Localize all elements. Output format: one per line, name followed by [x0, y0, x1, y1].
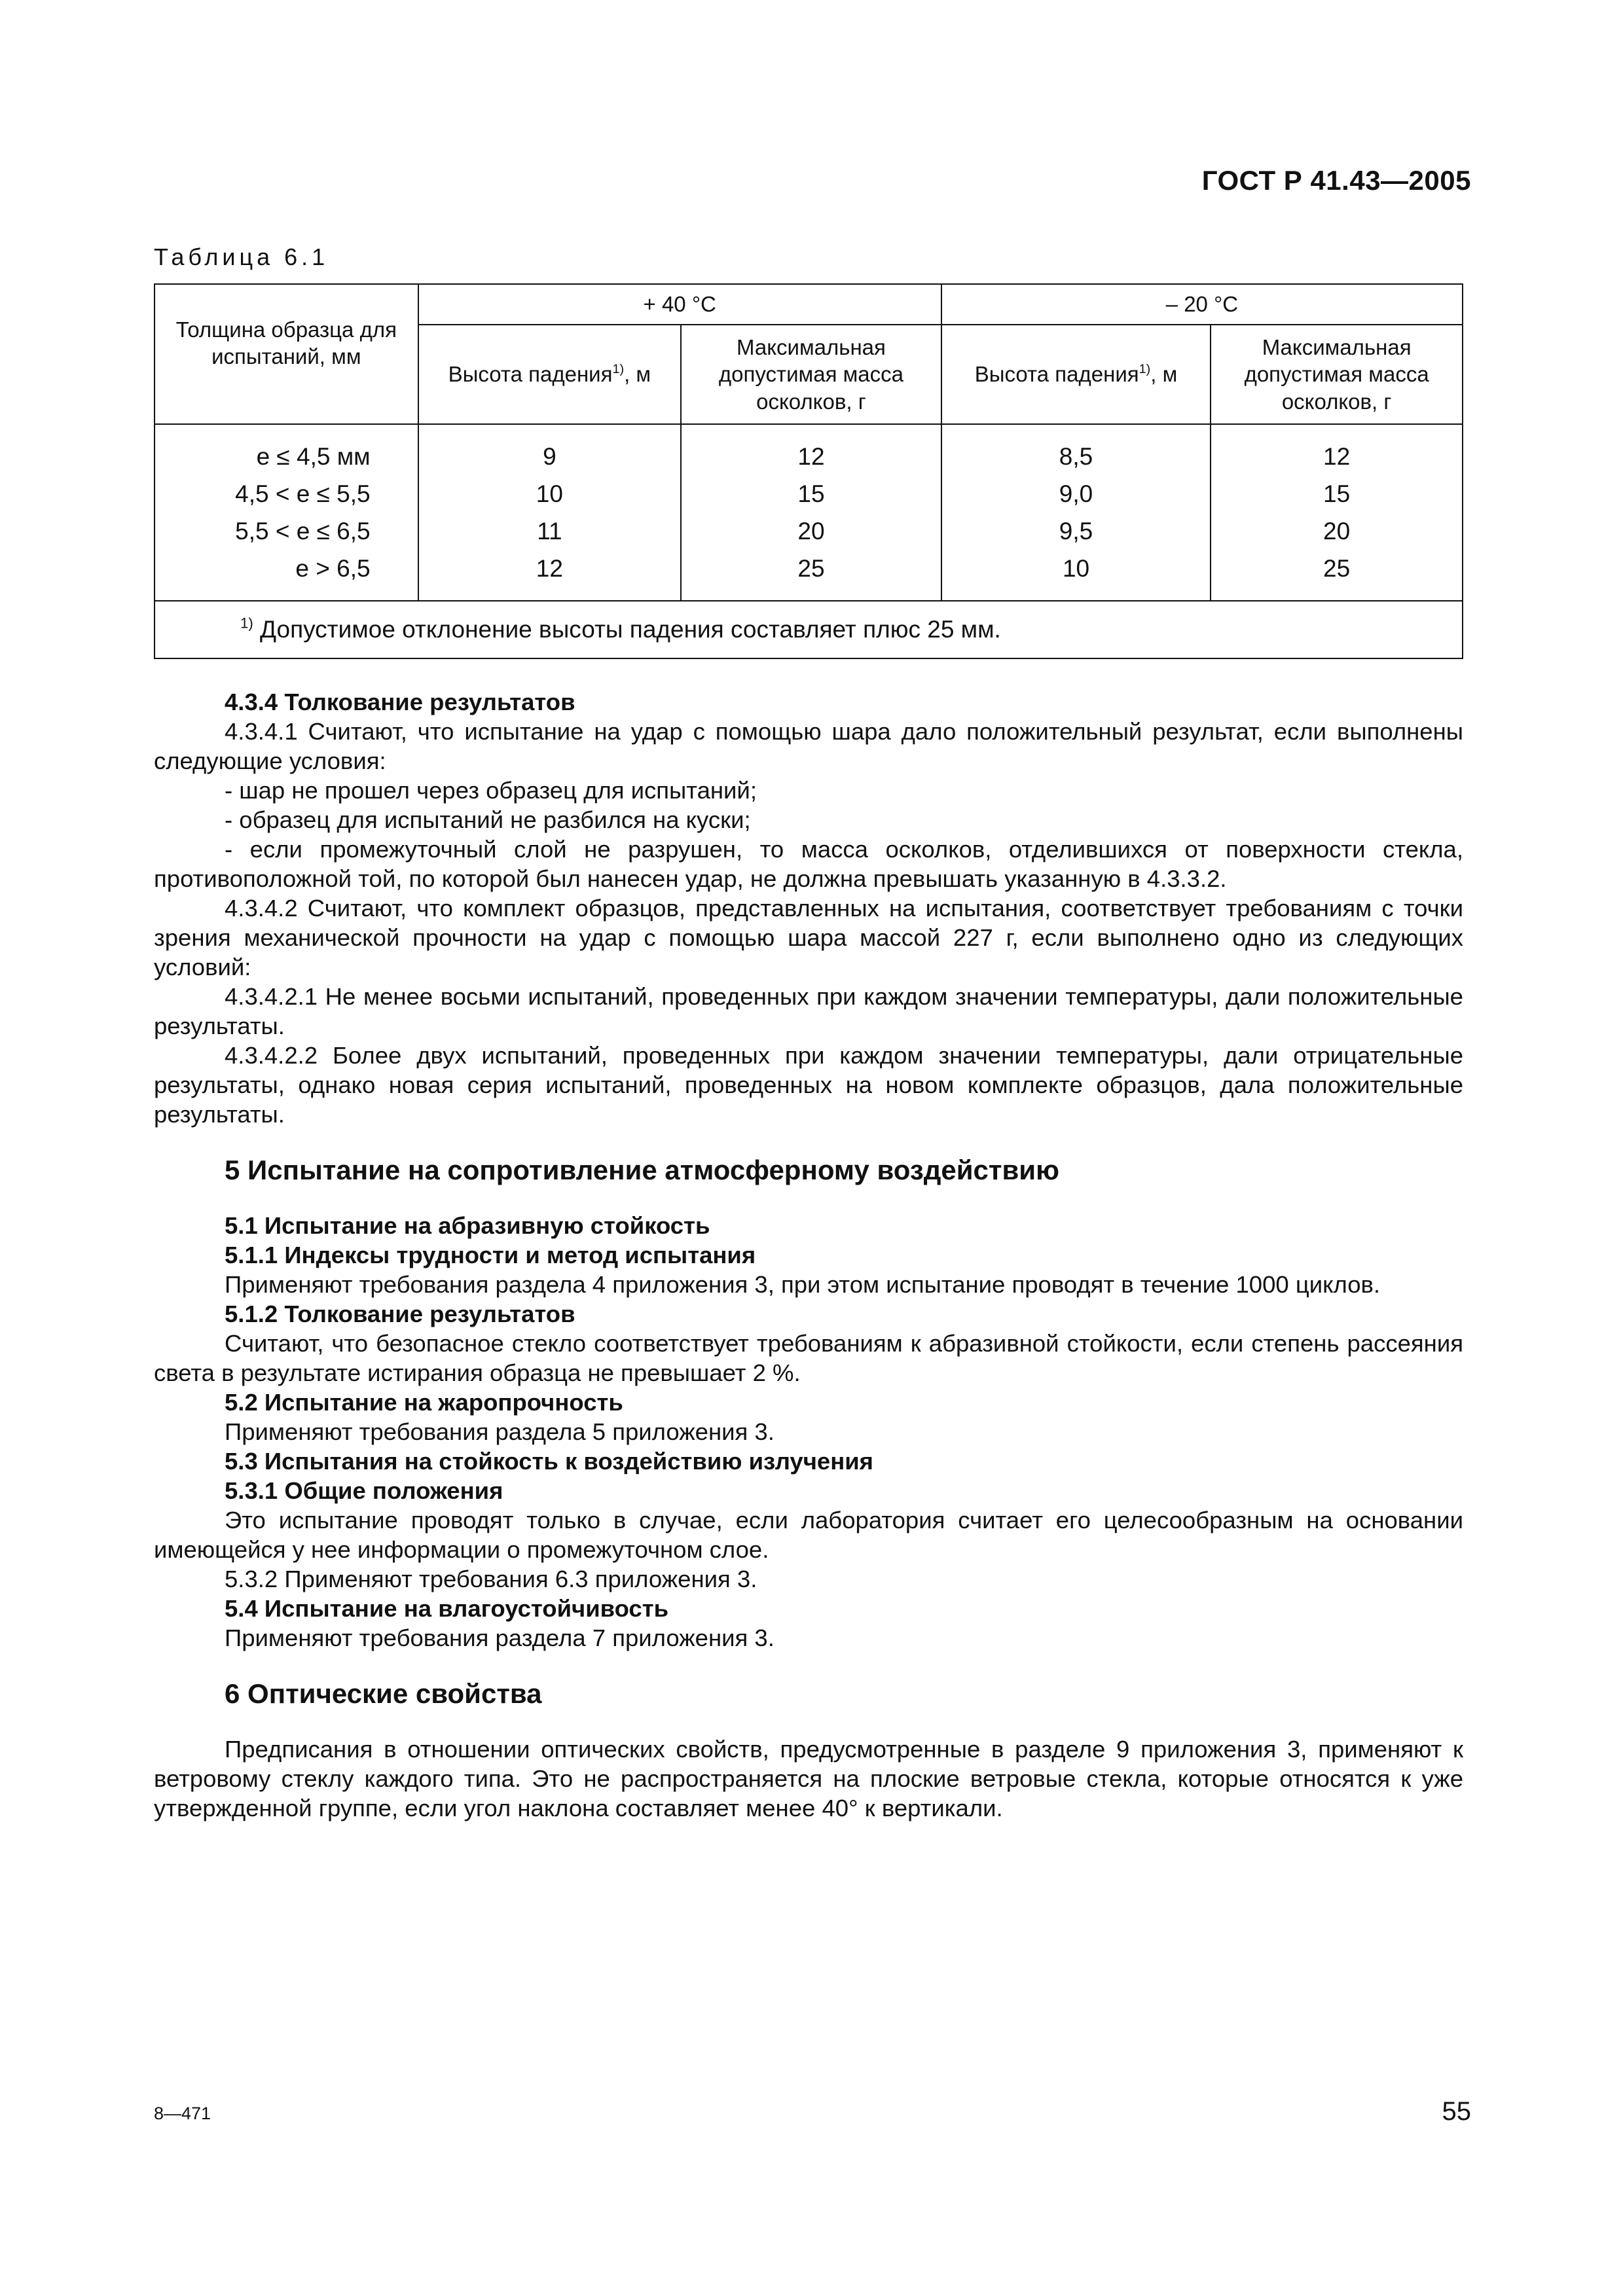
section-title: 5.1 Испытание на абразивную стойкость [225, 1212, 710, 1239]
table-cell: 5,5 < e ≤ 6,5 [235, 518, 371, 545]
table-cell: 4,5 < e ≤ 5,5 [235, 480, 371, 507]
table-cell: 15 [797, 480, 825, 507]
col-group-plus40: + 40 °C [418, 284, 941, 325]
col-header-thickness: Толщина образца для испытаний, мм [155, 284, 418, 424]
paragraph: 4.3.4.2 Считают, что комплект образцов, представленных на испытания, соответствует требованиям с точки зрения механической прочности на удар с помощью шара массой 227 г, если выполнено одно из следующих условий: [154, 895, 1463, 980]
paragraph: 4.3.4.2.1 Не менее восьми испытаний, проведенных при каждом значении температуры, дали положительные результаты. [154, 983, 1463, 1039]
table-cell: 12 [797, 443, 825, 470]
section-heading: 5 Испытание на сопротивление атмосферному воздействию [225, 1155, 1059, 1185]
table-cell: 12 [536, 555, 563, 582]
paragraph: Считают, что безопасное стекло соответствует требованиям к абразивной стойкости, если степень рассеяния света в результате истирания образца не превышает 2 %. [154, 1330, 1463, 1386]
standard-code: ГОСТ Р 41.43—2005 [1201, 165, 1471, 196]
table-cell: 20 [797, 518, 825, 545]
table-cell: 25 [1323, 555, 1351, 582]
paragraph: 5.3.2 Применяют требования 6.3 приложения 3. [225, 1566, 757, 1592]
column-height-plus40 [418, 424, 682, 601]
list-item: - если промежуточный слой не разрушен, то масса осколков, отделившихся от поверхности стекла, противоположной той, по которой был нанесен удар, не должна превышать указанную в 4.3.3.2. [154, 836, 1463, 892]
body-text [154, 687, 1463, 1823]
column-mass-minus20 [1211, 424, 1463, 601]
column-height-minus20 [941, 424, 1211, 601]
paragraph: Предписания в отношении оптических свойств, предусмотренные в разделе 9 приложения 3, применяют к ветровому стеклу каждого типа. Это не распространяется на плоские ветровые стекла, которые относятся к уже утвержденной группе, если угол наклона составляет менее 40° к вертикали. [154, 1736, 1463, 1821]
col-header-mass-minus20: Максимальная допустимая масса осколков, г [1211, 325, 1463, 424]
table-cell: 9,5 [1059, 518, 1093, 545]
table-cell: 20 [1323, 518, 1351, 545]
section-title: 4.3.4 Толкование результатов [225, 689, 575, 715]
table-cell: 8,5 [1059, 443, 1093, 470]
table-caption: Таблица 6.1 [154, 243, 329, 270]
table-cell: 12 [1323, 443, 1351, 470]
table-cell: 25 [797, 555, 825, 582]
page-number: 55 [1442, 2097, 1471, 2126]
section-title: 5.2 Испытание на жаропрочность [225, 1389, 623, 1416]
print-code: 8—471 [154, 2104, 211, 2123]
table-footnote: $^{1)}$ Допустимое отклонение высоты падения составляет плюс 25 мм. [155, 601, 1463, 658]
section-title: 5.3 Испытания на стойкость к воздействию излучения [225, 1448, 873, 1475]
table-cell: 15 [1323, 480, 1351, 507]
section-title: 5.3.1 Общие положения [225, 1477, 503, 1504]
list-item: - шар не прошел через образец для испытаний; [225, 777, 757, 804]
column-mass-plus40 [681, 424, 941, 601]
col-header-height-minus20: Высота падения$^{1)}$, м [941, 325, 1211, 424]
paragraph: Это испытание проводят только в случае, если лаборатория считает его целесообразным на основании имеющейся у нее информации о промежуточном слое. [154, 1507, 1463, 1563]
section-title: 5.1.1 Индексы трудности и метод испытания [225, 1242, 756, 1268]
section-title: 5.4 Испытание на влагоустойчивость [225, 1595, 669, 1622]
table-cell: 11 [537, 518, 562, 545]
paragraph: 4.3.4.2.2 Более двух испытаний, проведенных при каждом значении температуры, дали отрицательные результаты, однако новая серия испытаний, проведенных на новом комплекте образцов, дала положительные результаты. [154, 1042, 1463, 1128]
table-cell: 10 [536, 480, 563, 507]
table-cell: 9 [543, 443, 556, 470]
table-data-block [155, 424, 1463, 601]
section-title: 5.1.2 Толкование результатов [225, 1300, 575, 1327]
list-item: - образец для испытаний не разбился на куски; [225, 806, 751, 833]
paragraph: 4.3.4.1 Считают, что испытание на удар с помощью шара дало положительный результат, если выполнены следующие условия: [154, 718, 1463, 774]
paragraph: Применяют требования раздела 7 приложения 3. [225, 1624, 775, 1651]
table-cell: 10 [1062, 555, 1090, 582]
table-cell: e ≤ 4,5 мм [256, 443, 371, 470]
column-thickness [155, 424, 418, 601]
col-group-minus20: – 20 °C [941, 284, 1463, 325]
drop-test-table [154, 283, 1463, 659]
paragraph: Применяют требования раздела 4 приложения 3, при этом испытание проводят в течение 1000 циклов. [225, 1271, 1381, 1298]
table-cell: 9,0 [1059, 480, 1093, 507]
col-header-mass-plus40: Максимальная допустимая масса осколков, г [681, 325, 941, 424]
section-heading: 6 Оптические свойства [225, 1678, 542, 1709]
paragraph: Применяют требования раздела 5 приложения 3. [225, 1418, 775, 1445]
table-cell: e > 6,5 [295, 555, 371, 582]
col-header-height-plus40: Высота падения$^{1)}$, м [418, 325, 682, 424]
